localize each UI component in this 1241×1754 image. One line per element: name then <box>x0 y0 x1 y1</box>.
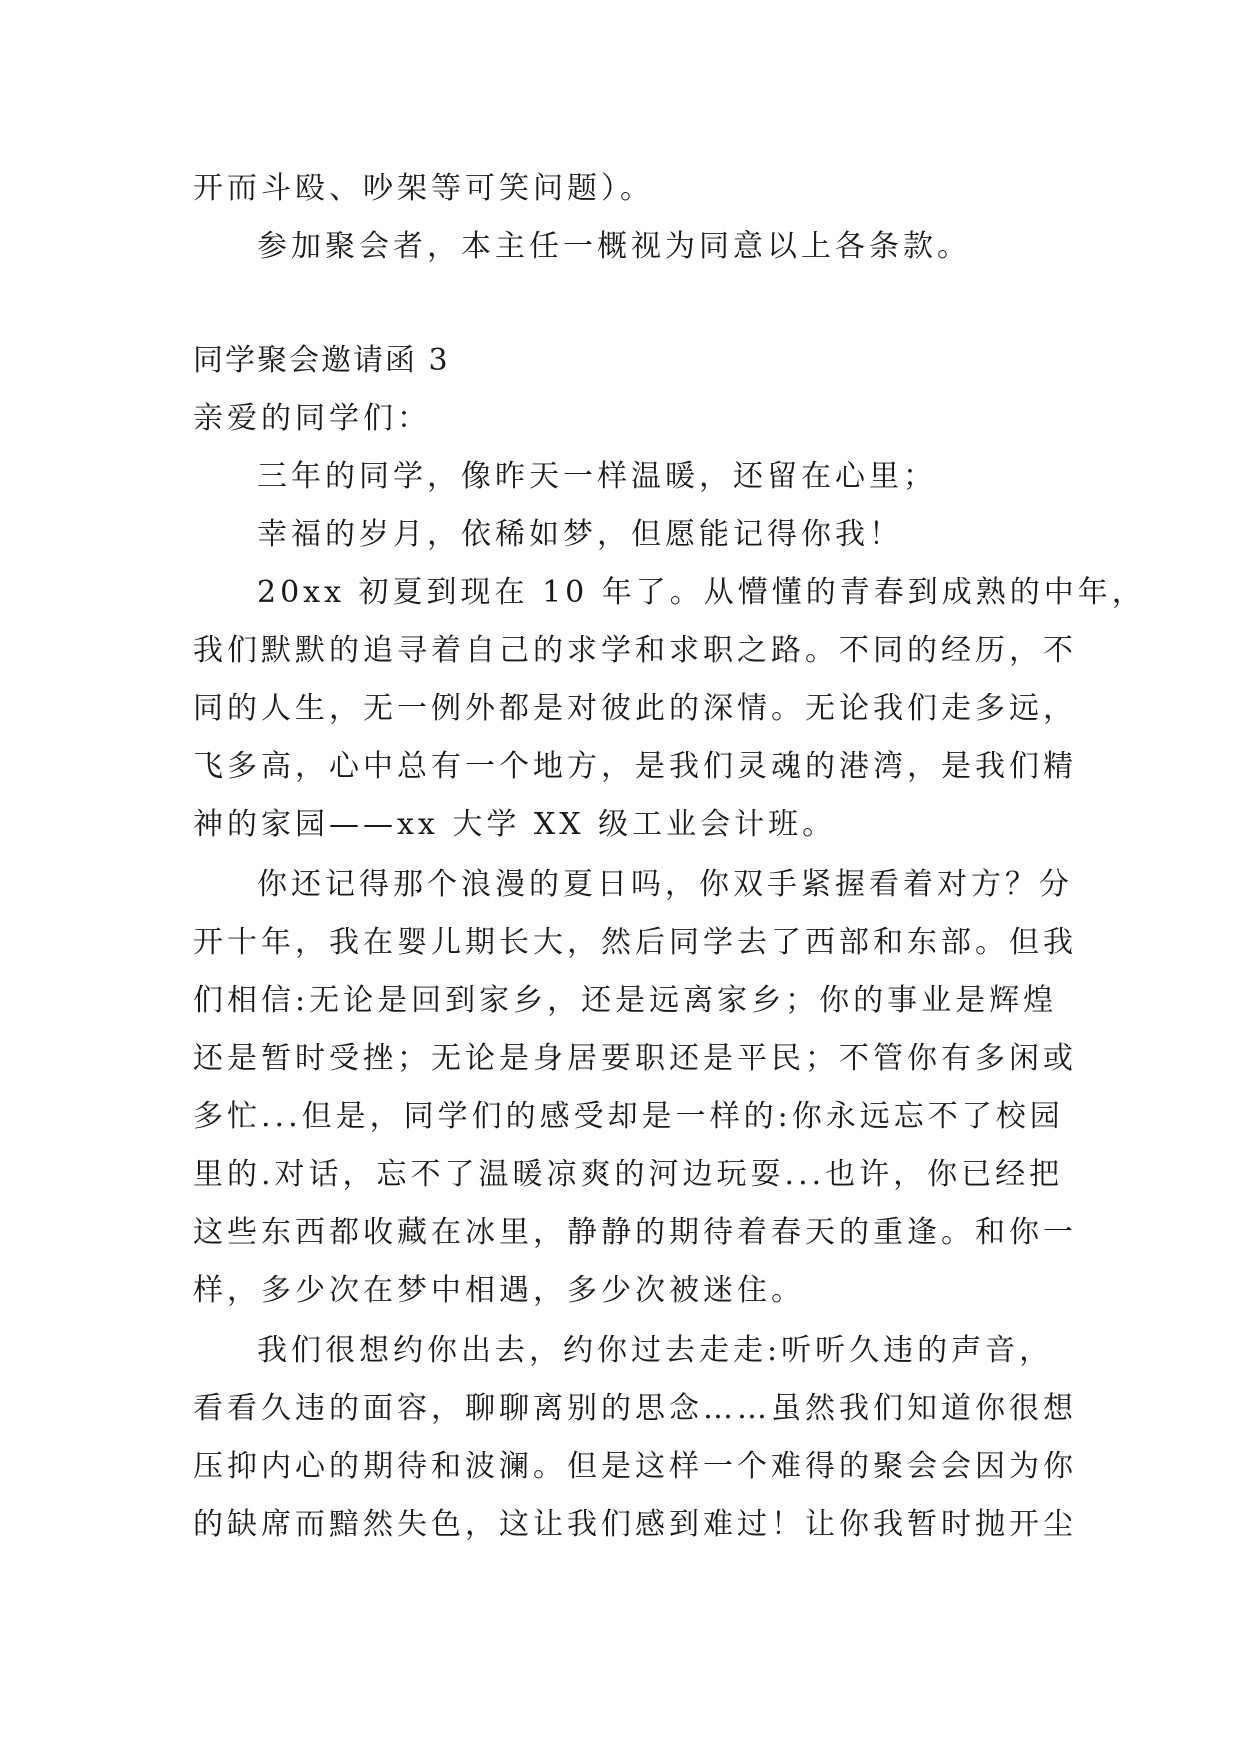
paragraph-1 <box>193 564 1146 854</box>
text-line: 开而斗殴、吵架等可笑问题）。 <box>193 171 654 206</box>
text-line: 的缺席而黯然失色，这让我们感到难过！让你我暂时抛开尘 <box>193 1507 1077 1542</box>
text-line: 看看久违的面容，聊聊离别的思念……虽然我们知道你很想 <box>193 1391 1077 1426</box>
poem-line: 幸福的岁月，依稀如梦，但愿能记得你我！ <box>257 517 903 552</box>
text-line: 飞多高，心中总有一个地方，是我们灵魂的港湾，是我们精 <box>193 749 1077 784</box>
text-line: 们相信:无论是回到家乡，还是远离家乡；你的事业是辉煌 <box>193 983 1058 1018</box>
text-line: 参加聚会者，本主任一概视为同意以上各条款。 <box>257 229 971 264</box>
text-line: 我们很想约你出去，约你过去走走:听听久违的声音， <box>257 1333 1054 1368</box>
text-line: 同的人生，无一例外都是对彼此的深情。无论我们走多远， <box>193 691 1077 726</box>
text-line: 开十年，我在婴儿期长大，然后同学去了西部和东部。但我 <box>193 925 1077 960</box>
text-line: 我们默默的追寻着自己的求学和求职之路。不同的经历，不 <box>193 633 1077 668</box>
paragraph-2 <box>193 856 1077 1320</box>
text-line: 里的.对话，忘不了温暖凉爽的河边玩耍...也许，你已经把 <box>193 1157 1064 1192</box>
paragraph-3 <box>193 1322 1077 1554</box>
salutation: 亲爱的同学们： <box>193 401 431 436</box>
document-body <box>193 160 1146 1554</box>
text-line: 20xx 初夏到现在 10 年了。从懵懂的青春到成熟的中年， <box>257 575 1146 610</box>
text-line: 这些东西都收藏在冰里，静静的期待着春天的重逢。和你一 <box>193 1215 1077 1250</box>
poem-line: 三年的同学，像昨天一样温暖，还留在心里； <box>257 459 937 494</box>
text-line: 还是暂时受挫；无论是身居要职还是平民；不管你有多闲或 <box>193 1041 1077 1076</box>
text-line: 样，多少次在梦中相遇，多少次被迷住。 <box>193 1273 805 1308</box>
section-title: 同学聚会邀请函 3 <box>193 343 450 378</box>
text-line: 压抑内心的期待和波澜。但是这样一个难得的聚会会因为你 <box>193 1449 1077 1484</box>
text-line: 你还记得那个浪漫的夏日吗，你双手紧握看着对方？分 <box>257 867 1073 902</box>
text-line: 神的家园——xx 大学 XX 级工业会计班。 <box>193 807 837 842</box>
text-line: 多忙...但是，同学们的感受却是一样的:你永远忘不了校园 <box>193 1099 1064 1134</box>
